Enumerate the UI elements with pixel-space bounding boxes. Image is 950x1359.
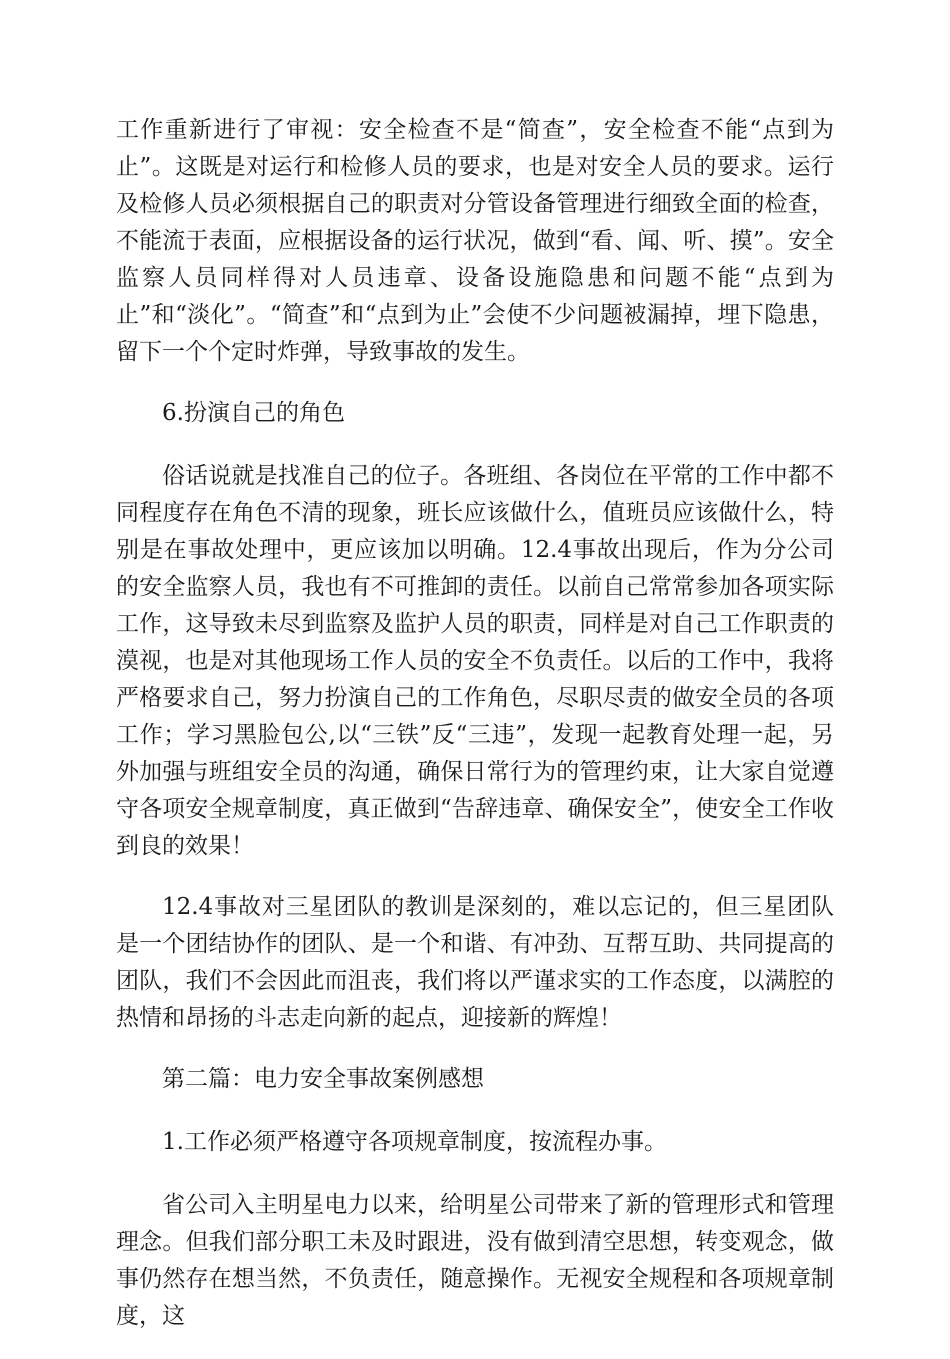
document-body xyxy=(116,112,834,1359)
section-heading-rules: 1.工作必须严格遵守各项规章制度，按流程办事。 xyxy=(162,1129,667,1155)
paragraph-safety-inspection: 工作重新进行了审视：安全检查不是“简查”，安全检查不能“点到为止”。这既是对运行和检修人员的要求，也是对安全人员的要求。运行及检修人员必须根据自己的职责对分管设备管理进行细致全面的检查，不能流于表面，应根据设备的运行状况，做到“看、闻、听、摸”。安全监察人员同样得对人员违章、设备设施隐患和问题不能“点到为止”和“淡化”。“简查”和“点到为止”会使不少问题被漏掉，埋下隐患，留下一个个定时炸弹，导致事故的发生。 xyxy=(116,117,834,365)
section-heading-role: 6.扮演自己的角色 xyxy=(162,400,345,426)
paragraph-role: 俗话说就是找准自己的位子。各班组、各岗位在平常的工作中都不同程度存在角色不清的现象，班长应该做什么，值班员应该做什么，特别是在事故处理中，更应该加以明确。12.4事故出现后，作为分公司的安全监察人员，我也有不可推卸的责任。以前自己常常参加各项实际工作，这导致未尽到监察及监护人员的职责，同样是对自己工作职责的漠视，也是对其他现场工作人员的安全不负责任。以后的工作中，我将严格要求自己，努力扮演自己的工作角色，尽职尽责的做安全员的各项工作；学习黑脸包公,以“三铁”反“三违”，发现一起教育处理一起，另外加强与班组安全员的沟通，确保日常行为的管理约束，让大家自觉遵守各项安全规章制度，真正做到“告辞违章、确保安全”，使安全工作收到良的效果！ xyxy=(116,463,834,859)
chapter-heading-second: 第二篇：电力安全事故案例感想 xyxy=(162,1066,484,1092)
paragraph-management: 省公司入主明星电力以来，给明星公司带来了新的管理形式和管理理念。但我们部分职工未及时跟进，没有做到清空思想，转变观念，做事仍然存在想当然，不负责任，随意操作。无视安全规程和各项规章制度，这 xyxy=(116,1192,834,1329)
paragraph-team-lesson: 12.4事故对三星团队的教训是深刻的，难以忘记的，但三星团队是一个团结协作的团队、是一个和谐、有冲劲、互帮互助、共同提高的团队，我们不会因此而沮丧，我们将以严谨求实的工作态度，以满腔的热情和昂扬的斗志走向新的起点，迎接新的辉煌！ xyxy=(116,894,834,1031)
